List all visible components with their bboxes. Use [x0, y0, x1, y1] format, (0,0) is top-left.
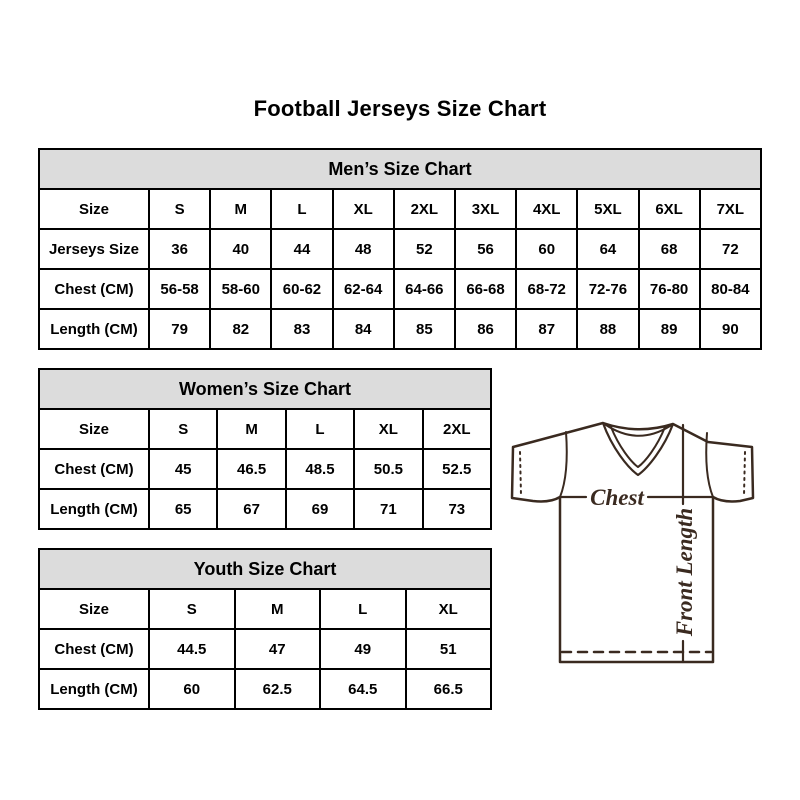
data-cell: 82 [210, 309, 271, 349]
data-cell: 64 [577, 229, 638, 269]
data-cell: 3XL [455, 189, 516, 229]
data-cell: 60-62 [271, 269, 332, 309]
data-cell: 62-64 [333, 269, 394, 309]
data-cell: 36 [149, 229, 210, 269]
data-cell: 4XL [516, 189, 577, 229]
data-cell: 5XL [577, 189, 638, 229]
table-banner-row [39, 149, 761, 189]
data-cell: 72 [700, 229, 761, 269]
left-cuff-dotted-line [520, 452, 521, 495]
table-banner-row [39, 369, 491, 409]
data-cell: 46.5 [217, 449, 285, 489]
data-cell: 2XL [423, 409, 491, 449]
table-row [39, 489, 491, 529]
data-cell: 73 [423, 489, 491, 529]
mens-size-table [38, 148, 762, 350]
data-cell: L [286, 409, 354, 449]
data-cell: M [235, 589, 321, 629]
youth-table-title: Youth Size Chart [39, 549, 491, 589]
data-cell: 89 [639, 309, 700, 349]
jersey-measurement-diagram [500, 400, 780, 680]
data-cell: XL [333, 189, 394, 229]
row-header-cell: Length (CM) [39, 309, 149, 349]
row-header-cell: Length (CM) [39, 489, 149, 529]
data-cell: 6XL [639, 189, 700, 229]
data-cell: 88 [577, 309, 638, 349]
data-cell: S [149, 189, 210, 229]
data-cell: 76-80 [639, 269, 700, 309]
chest-label: Chest [590, 485, 644, 510]
row-header-cell: Chest (CM) [39, 629, 149, 669]
table-row [39, 409, 491, 449]
data-cell: 66-68 [455, 269, 516, 309]
jersey-outline-icon [500, 400, 780, 680]
row-header-cell: Size [39, 409, 149, 449]
row-header-cell: Jerseys Size [39, 229, 149, 269]
data-cell: 72-76 [577, 269, 638, 309]
data-cell: 71 [354, 489, 422, 529]
data-cell: S [149, 589, 235, 629]
data-cell: 66.5 [406, 669, 492, 709]
data-cell: M [217, 409, 285, 449]
data-cell: 49 [320, 629, 406, 669]
data-cell: 62.5 [235, 669, 321, 709]
data-cell: 68-72 [516, 269, 577, 309]
data-cell: 69 [286, 489, 354, 529]
data-cell: 50.5 [354, 449, 422, 489]
womens-size-table [38, 368, 492, 530]
data-cell: 86 [455, 309, 516, 349]
table-row [39, 449, 491, 489]
womens-table-title: Women’s Size Chart [39, 369, 491, 409]
data-cell: L [271, 189, 332, 229]
row-header-cell: Chest (CM) [39, 449, 149, 489]
data-cell: 47 [235, 629, 321, 669]
data-cell: 44 [271, 229, 332, 269]
data-cell: 80-84 [700, 269, 761, 309]
data-cell: 44.5 [149, 629, 235, 669]
data-cell: 52 [394, 229, 455, 269]
data-cell: 83 [271, 309, 332, 349]
table-row [39, 309, 761, 349]
front-length-label: Front Length [672, 507, 697, 637]
data-cell: 48.5 [286, 449, 354, 489]
data-cell: L [320, 589, 406, 629]
data-cell: 90 [700, 309, 761, 349]
data-cell: XL [406, 589, 492, 629]
data-cell: 60 [149, 669, 235, 709]
data-cell: 56-58 [149, 269, 210, 309]
data-cell: 64-66 [394, 269, 455, 309]
page-title: Football Jerseys Size Chart [253, 96, 547, 121]
table-row [39, 269, 761, 309]
table-row [39, 229, 761, 269]
jersey-body-outline [512, 423, 753, 662]
table-row [39, 589, 491, 629]
data-cell: M [210, 189, 271, 229]
data-cell: 52.5 [423, 449, 491, 489]
data-cell: 45 [149, 449, 217, 489]
data-cell: XL [354, 409, 422, 449]
data-cell: S [149, 409, 217, 449]
data-cell: 67 [217, 489, 285, 529]
data-cell: 79 [149, 309, 210, 349]
row-header-cell: Length (CM) [39, 669, 149, 709]
data-cell: 60 [516, 229, 577, 269]
data-cell: 51 [406, 629, 492, 669]
table-row [39, 189, 761, 229]
data-cell: 68 [639, 229, 700, 269]
data-cell: 40 [210, 229, 271, 269]
right-cuff-dotted-line [744, 452, 745, 495]
youth-size-table [38, 548, 492, 710]
data-cell: 85 [394, 309, 455, 349]
table-banner-row [39, 549, 491, 589]
data-cell: 58-60 [210, 269, 271, 309]
data-cell: 84 [333, 309, 394, 349]
mens-table-title: Men’s Size Chart [39, 149, 761, 189]
data-cell: 2XL [394, 189, 455, 229]
data-cell: 87 [516, 309, 577, 349]
table-row [39, 669, 491, 709]
data-cell: 65 [149, 489, 217, 529]
row-header-cell: Chest (CM) [39, 269, 149, 309]
data-cell: 64.5 [320, 669, 406, 709]
row-header-cell: Size [39, 189, 149, 229]
table-row [39, 629, 491, 669]
left-sleeve-seam [560, 432, 567, 497]
row-header-cell: Size [39, 589, 149, 629]
data-cell: 56 [455, 229, 516, 269]
data-cell: 48 [333, 229, 394, 269]
data-cell: 7XL [700, 189, 761, 229]
